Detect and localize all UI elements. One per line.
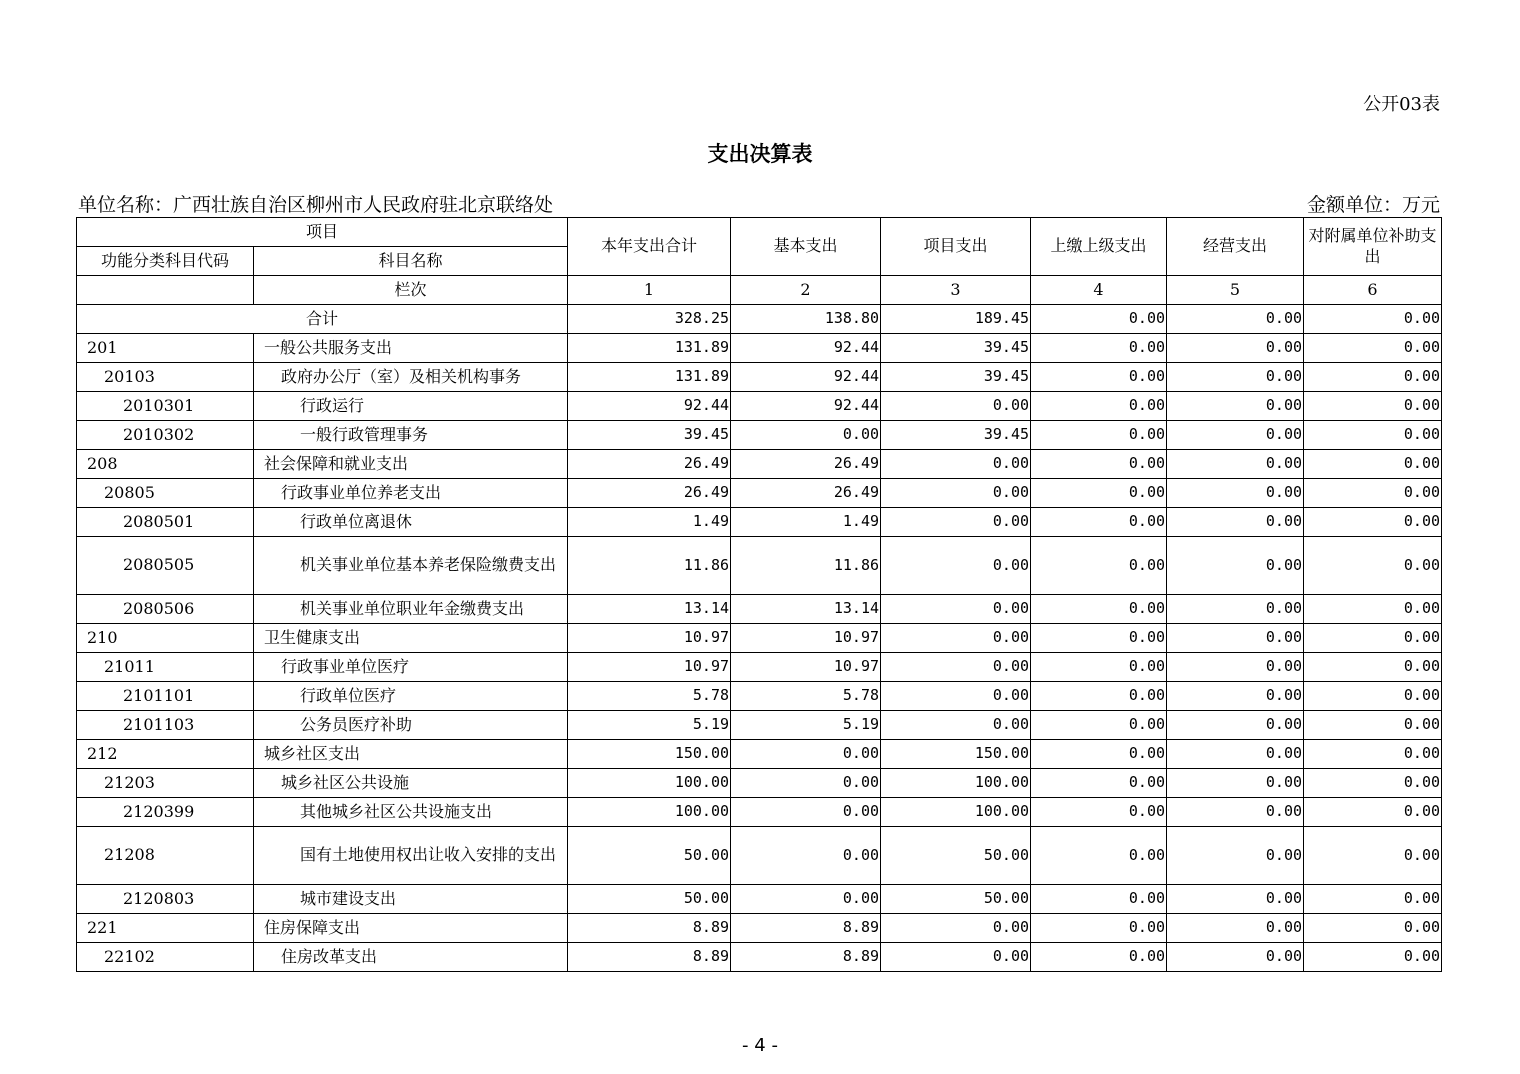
- row-subject-name: 其他城乡社区公共设施支出: [254, 798, 568, 827]
- row-value: 50.00: [568, 885, 731, 914]
- row-value: 0.00: [731, 421, 881, 450]
- row-value: 0.00: [1031, 450, 1167, 479]
- row-code: 208: [77, 450, 254, 479]
- row-value: 0.00: [1167, 334, 1304, 363]
- table-row: [77, 798, 1442, 827]
- row-value: 50.00: [881, 885, 1031, 914]
- table-row: [77, 334, 1442, 363]
- row-value: 0.00: [1167, 363, 1304, 392]
- row-value: 0.00: [1031, 711, 1167, 740]
- row-value: 0.00: [1031, 943, 1167, 972]
- header-superior: 上缴上级支出: [1031, 218, 1167, 276]
- row-value: 0.00: [1167, 740, 1304, 769]
- row-value: 0.00: [881, 711, 1031, 740]
- row-value: 0.00: [1304, 334, 1442, 363]
- row-subject-name: 城乡社区支出: [254, 740, 568, 769]
- table-row: [77, 392, 1442, 421]
- row-subject-name: 住房改革支出: [254, 943, 568, 972]
- table-row: [77, 682, 1442, 711]
- row-value: 0.00: [1167, 914, 1304, 943]
- row-value: 0.00: [1167, 943, 1304, 972]
- row-value: 1.49: [568, 508, 731, 537]
- row-value: 0.00: [1031, 827, 1167, 885]
- expenditure-table: [76, 217, 1442, 972]
- row-subject-name: 行政运行: [254, 392, 568, 421]
- row-subject-name: 行政事业单位养老支出: [254, 479, 568, 508]
- row-value: 92.44: [568, 392, 731, 421]
- header-affiliated: 对附属单位补助支出: [1304, 218, 1442, 276]
- total-value: 328.25: [568, 305, 731, 334]
- row-value: 100.00: [568, 798, 731, 827]
- row-subject-name: 机关事业单位职业年金缴费支出: [254, 595, 568, 624]
- row-value: 0.00: [881, 624, 1031, 653]
- row-value: 13.14: [731, 595, 881, 624]
- row-code: 21208: [77, 827, 254, 885]
- row-value: 8.89: [568, 914, 731, 943]
- seq-2: 2: [731, 276, 881, 305]
- header-subject-name: 科目名称: [254, 247, 568, 276]
- row-value: 8.89: [568, 943, 731, 972]
- row-value: 0.00: [1304, 450, 1442, 479]
- row-value: 131.89: [568, 363, 731, 392]
- header-total: 本年支出合计: [568, 218, 731, 276]
- header-func-code: 功能分类科目代码: [77, 247, 254, 276]
- row-value: 10.97: [731, 624, 881, 653]
- row-value: 39.45: [568, 421, 731, 450]
- row-code: 22102: [77, 943, 254, 972]
- row-value: 0.00: [731, 798, 881, 827]
- row-value: 0.00: [1167, 450, 1304, 479]
- row-value: 0.00: [1031, 769, 1167, 798]
- row-value: 0.00: [1167, 392, 1304, 421]
- table-row: [77, 653, 1442, 682]
- table-row: [77, 769, 1442, 798]
- form-number: 公开03表: [1363, 94, 1440, 115]
- row-code: 2101103: [77, 711, 254, 740]
- row-value: 0.00: [1167, 798, 1304, 827]
- row-code: 201: [77, 334, 254, 363]
- row-value: 0.00: [881, 653, 1031, 682]
- row-value: 10.97: [568, 624, 731, 653]
- row-value: 0.00: [881, 595, 1031, 624]
- row-subject-name: 行政单位离退休: [254, 508, 568, 537]
- row-value: 0.00: [1304, 943, 1442, 972]
- row-value: 26.49: [568, 450, 731, 479]
- row-value: 0.00: [881, 508, 1031, 537]
- row-value: 39.45: [881, 421, 1031, 450]
- total-value: 189.45: [881, 305, 1031, 334]
- row-value: 13.14: [568, 595, 731, 624]
- row-value: 0.00: [1304, 421, 1442, 450]
- header-basic: 基本支出: [731, 218, 881, 276]
- row-subject-name: 城市建设支出: [254, 885, 568, 914]
- row-value: 0.00: [1304, 740, 1442, 769]
- row-value: 100.00: [881, 798, 1031, 827]
- row-code: 210: [77, 624, 254, 653]
- row-value: 0.00: [1167, 885, 1304, 914]
- row-value: 0.00: [1031, 508, 1167, 537]
- seq-5: 5: [1167, 276, 1304, 305]
- row-value: 0.00: [881, 479, 1031, 508]
- row-value: 0.00: [731, 769, 881, 798]
- row-value: 0.00: [881, 914, 1031, 943]
- header-business: 经营支出: [1167, 218, 1304, 276]
- table-row: [77, 537, 1442, 595]
- table-row: [77, 595, 1442, 624]
- row-value: 5.78: [731, 682, 881, 711]
- row-value: 0.00: [1304, 595, 1442, 624]
- row-value: 39.45: [881, 334, 1031, 363]
- row-subject-name: 行政单位医疗: [254, 682, 568, 711]
- row-code: 20103: [77, 363, 254, 392]
- row-code: 21203: [77, 769, 254, 798]
- row-subject-name: 一般公共服务支出: [254, 334, 568, 363]
- row-subject-name: 卫生健康支出: [254, 624, 568, 653]
- row-code: 212: [77, 740, 254, 769]
- row-value: 26.49: [568, 479, 731, 508]
- row-value: 0.00: [1304, 682, 1442, 711]
- table-row: [77, 421, 1442, 450]
- table-row: [77, 479, 1442, 508]
- row-value: 0.00: [1304, 885, 1442, 914]
- row-value: 0.00: [1031, 334, 1167, 363]
- row-value: 0.00: [1031, 740, 1167, 769]
- row-value: 0.00: [1304, 392, 1442, 421]
- table-row: [77, 885, 1442, 914]
- seq-blank: [77, 276, 254, 305]
- seq-4: 4: [1031, 276, 1167, 305]
- row-value: 100.00: [881, 769, 1031, 798]
- seq-3: 3: [881, 276, 1031, 305]
- row-value: 0.00: [1031, 885, 1167, 914]
- row-value: 0.00: [881, 450, 1031, 479]
- total-row: [77, 305, 1442, 334]
- row-value: 50.00: [881, 827, 1031, 885]
- table-row: [77, 943, 1442, 972]
- row-code: 2101101: [77, 682, 254, 711]
- row-code: 2010302: [77, 421, 254, 450]
- table-row: [77, 624, 1442, 653]
- row-value: 0.00: [1031, 363, 1167, 392]
- row-code: 2120803: [77, 885, 254, 914]
- row-subject-name: 国有土地使用权出让收入安排的支出: [254, 827, 568, 885]
- row-value: 0.00: [881, 943, 1031, 972]
- total-value: 0.00: [1031, 305, 1167, 334]
- row-value: 0.00: [1167, 479, 1304, 508]
- unit-name: 单位名称：广西壮族自治区柳州市人民政府驻北京联络处: [78, 194, 554, 216]
- header-item: 项目: [77, 218, 568, 247]
- row-value: 92.44: [731, 363, 881, 392]
- row-value: 150.00: [568, 740, 731, 769]
- row-subject-name: 政府办公厅（室）及相关机构事务: [254, 363, 568, 392]
- header-project: 项目支出: [881, 218, 1031, 276]
- total-value: 138.80: [731, 305, 881, 334]
- row-subject-name: 公务员医疗补助: [254, 711, 568, 740]
- row-value: 0.00: [1304, 537, 1442, 595]
- row-value: 0.00: [1304, 711, 1442, 740]
- row-value: 0.00: [1031, 624, 1167, 653]
- row-value: 26.49: [731, 479, 881, 508]
- row-code: 21011: [77, 653, 254, 682]
- total-value: 0.00: [1167, 305, 1304, 334]
- row-value: 0.00: [1031, 653, 1167, 682]
- row-code: 2080506: [77, 595, 254, 624]
- seq-label: 栏次: [254, 276, 568, 305]
- table-row: [77, 711, 1442, 740]
- row-value: 0.00: [1304, 363, 1442, 392]
- row-value: 10.97: [731, 653, 881, 682]
- row-value: 0.00: [1167, 537, 1304, 595]
- row-value: 0.00: [1167, 653, 1304, 682]
- row-value: 11.86: [731, 537, 881, 595]
- row-value: 0.00: [1031, 392, 1167, 421]
- row-value: 0.00: [1031, 537, 1167, 595]
- row-value: 39.45: [881, 363, 1031, 392]
- row-value: 0.00: [1167, 827, 1304, 885]
- row-value: 0.00: [1304, 479, 1442, 508]
- row-code: 2010301: [77, 392, 254, 421]
- row-value: 0.00: [1167, 421, 1304, 450]
- row-code: 2080505: [77, 537, 254, 595]
- table-row: [77, 450, 1442, 479]
- row-subject-name: 社会保障和就业支出: [254, 450, 568, 479]
- row-value: 50.00: [568, 827, 731, 885]
- row-value: 0.00: [1031, 421, 1167, 450]
- seq-6: 6: [1304, 276, 1442, 305]
- row-subject-name: 城乡社区公共设施: [254, 769, 568, 798]
- row-value: 5.19: [568, 711, 731, 740]
- amount-unit: 金额单位：万元: [1306, 194, 1440, 216]
- row-value: 0.00: [1167, 508, 1304, 537]
- table-row: [77, 740, 1442, 769]
- row-code: 2080501: [77, 508, 254, 537]
- row-subject-name: 一般行政管理事务: [254, 421, 568, 450]
- total-label: 合计: [77, 305, 568, 334]
- row-value: 8.89: [731, 943, 881, 972]
- row-value: 0.00: [1167, 624, 1304, 653]
- row-subject-name: 住房保障支出: [254, 914, 568, 943]
- row-value: 92.44: [731, 392, 881, 421]
- row-value: 0.00: [1031, 682, 1167, 711]
- table-row: [77, 508, 1442, 537]
- row-code: 2120399: [77, 798, 254, 827]
- row-value: 0.00: [1031, 914, 1167, 943]
- row-value: 0.00: [1031, 798, 1167, 827]
- row-value: 0.00: [1304, 798, 1442, 827]
- row-value: 0.00: [1031, 595, 1167, 624]
- row-value: 0.00: [1304, 508, 1442, 537]
- row-value: 0.00: [1304, 624, 1442, 653]
- page-number: - 4 -: [742, 1035, 778, 1056]
- row-value: 0.00: [1167, 682, 1304, 711]
- row-value: 150.00: [881, 740, 1031, 769]
- row-value: 0.00: [881, 537, 1031, 595]
- row-value: 5.78: [568, 682, 731, 711]
- row-subject-name: 行政事业单位医疗: [254, 653, 568, 682]
- table-row: [77, 363, 1442, 392]
- row-value: 0.00: [731, 740, 881, 769]
- row-subject-name: 机关事业单位基本养老保险缴费支出: [254, 537, 568, 595]
- row-value: 92.44: [731, 334, 881, 363]
- page-title: 支出决算表: [707, 142, 813, 166]
- row-value: 8.89: [731, 914, 881, 943]
- row-value: 0.00: [1304, 653, 1442, 682]
- row-value: 0.00: [1167, 711, 1304, 740]
- row-code: 221: [77, 914, 254, 943]
- row-value: 0.00: [881, 682, 1031, 711]
- table-row: [77, 827, 1442, 885]
- row-value: 0.00: [1031, 479, 1167, 508]
- row-value: 0.00: [1167, 769, 1304, 798]
- row-value: 0.00: [731, 827, 881, 885]
- row-value: 0.00: [731, 885, 881, 914]
- row-value: 0.00: [1167, 595, 1304, 624]
- row-value: 0.00: [1304, 769, 1442, 798]
- row-value: 26.49: [731, 450, 881, 479]
- row-value: 0.00: [1304, 914, 1442, 943]
- row-value: 10.97: [568, 653, 731, 682]
- row-value: 5.19: [731, 711, 881, 740]
- row-code: 20805: [77, 479, 254, 508]
- total-value: 0.00: [1304, 305, 1442, 334]
- seq-1: 1: [568, 276, 731, 305]
- row-value: 131.89: [568, 334, 731, 363]
- row-value: 11.86: [568, 537, 731, 595]
- table-row: [77, 914, 1442, 943]
- row-value: 1.49: [731, 508, 881, 537]
- row-value: 0.00: [1304, 827, 1442, 885]
- row-value: 100.00: [568, 769, 731, 798]
- row-value: 0.00: [881, 392, 1031, 421]
